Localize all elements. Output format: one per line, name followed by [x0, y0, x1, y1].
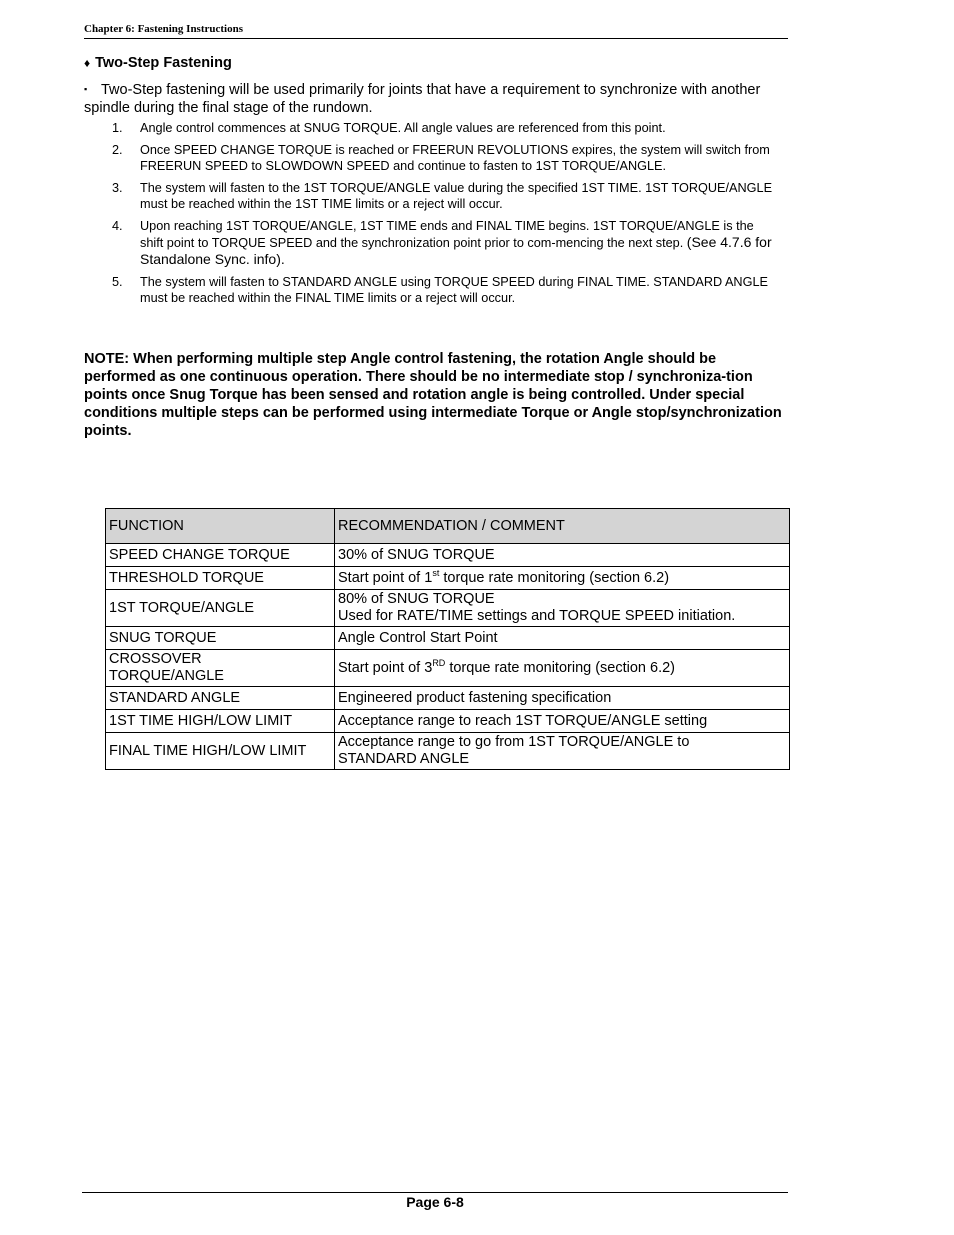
section-title [84, 55, 232, 72]
table-row [106, 687, 790, 710]
function-line: TORQUE/ANGLE [109, 668, 224, 684]
intro-paragraph [84, 80, 784, 117]
ordinal-superscript: st [432, 567, 440, 578]
table-row [106, 567, 790, 590]
step-text: Once SPEED CHANGE TORQUE is reached or FREERUN REVOLUTIONS expires, the system will switch from FREERUN SPEED to SLOWDOWN SPEED and continue to fasten to 1ST TORQUE/ANGLE. [140, 143, 770, 173]
comment-text: Start point of 3 [338, 659, 433, 676]
sync-reference: (See 4.7.6 for Standalone Sync. info). [140, 234, 772, 267]
comment-cell: 30% of SNUG TORQUE [335, 544, 790, 567]
comment-line: Used for RATE/TIME settings and TORQUE SPEED initiation. [338, 608, 736, 624]
function-cell: 1ST TIME HIGH/LOW LIMIT [106, 710, 335, 733]
intro-text: Two-Step fastening will be used primarily for joints that have a requirement to synchronize with another spindle during the final stage of the rundown. [84, 82, 761, 116]
square-bullet-icon: ▪ [84, 84, 88, 94]
step-number: 2. [112, 143, 123, 157]
function-cell: STANDARD ANGLE [106, 687, 335, 710]
chapter-header: Chapter 6: Fastening Instructions [84, 23, 788, 39]
comment-cell [335, 567, 790, 590]
comment-cell: Acceptance range to reach 1ST TORQUE/ANGLE setting [335, 710, 790, 733]
diamond-bullet-icon: ♦ [84, 56, 91, 70]
list-item [106, 218, 776, 268]
function-cell: SPEED CHANGE TORQUE [106, 544, 335, 567]
table-row [106, 733, 790, 770]
table-row [106, 710, 790, 733]
function-cell: THRESHOLD TORQUE [106, 567, 335, 590]
comment-cell: Engineered product fastening specification [335, 687, 790, 710]
step-text: The system will fasten to STANDARD ANGLE using TORQUE SPEED during FINAL TIME. STANDARD ANGLE must be reached within the FINAL TIME limits or a reject will occur. [140, 275, 768, 305]
comment-line: Acceptance range to go from 1ST TORQUE/ANGLE to [338, 734, 690, 750]
step-number: 3. [112, 181, 123, 195]
comment-text: torque rate monitoring (section 6.2) [439, 569, 670, 586]
list-item [106, 120, 776, 136]
comment-text: Start point of 1 [338, 569, 433, 586]
list-item [106, 142, 776, 174]
function-cell: FINAL TIME HIGH/LOW LIMIT [106, 733, 335, 770]
note-paragraph: NOTE: When performing multiple step Angle control fastening, the rotation Angle should be performed as one continuous operation. There should be no intermediate stop / synchroniza-tion points once Snug Torque has been sensed and rotation angle is being controlled. Under special conditions multiple steps can be performed using intermediate Torque or Angle stop/synchronization points. [84, 351, 782, 439]
step-text: The system will fasten to the 1ST TORQUE/ANGLE value during the specified 1ST TIME. 1ST TORQUE/ANGLE must be reached within the 1ST TIME limits or a reject will occur. [140, 181, 773, 211]
page-number: Page 6-8 [406, 1194, 464, 1210]
column-header-comment: RECOMMENDATION / COMMENT [335, 509, 790, 544]
comment-cell: Angle Control Start Point [335, 627, 790, 650]
steps-list [106, 120, 776, 312]
column-header-function: FUNCTION [106, 509, 335, 544]
function-cell: 1ST TORQUE/ANGLE [106, 590, 335, 627]
ordinal-superscript: RD [432, 657, 446, 668]
step-number: 4. [112, 219, 123, 233]
step-text: Upon reaching 1ST TORQUE/ANGLE, 1ST TIME ends and FINAL TIME begins. 1ST TORQUE/ANGLE is the shift point to TORQUE SPEED and the synchronization point prior to com-mencing the next step. [140, 219, 754, 250]
table-header-row [106, 509, 790, 544]
function-line: CROSSOVER [109, 651, 202, 667]
table-row [106, 650, 790, 687]
comment-cell [335, 590, 790, 627]
section-title-text: Two-Step Fastening [95, 55, 232, 71]
comment-line: STANDARD ANGLE [338, 751, 470, 767]
step-number: 1. [112, 121, 123, 135]
list-item [106, 180, 776, 212]
step-number: 5. [112, 275, 123, 289]
table-row [106, 590, 790, 627]
table-row [106, 544, 790, 567]
function-table [105, 508, 790, 770]
comment-text: torque rate monitoring (section 6.2) [445, 659, 676, 676]
function-cell [106, 650, 335, 687]
table-row [106, 627, 790, 650]
comment-cell [335, 650, 790, 687]
footer-divider [82, 1192, 788, 1193]
comment-line: 80% of SNUG TORQUE [338, 591, 495, 607]
comment-cell [335, 733, 790, 770]
function-cell: SNUG TORQUE [106, 627, 335, 650]
list-item [106, 274, 776, 306]
step-text: Angle control commences at SNUG TORQUE. All angle values are referenced from this point. [140, 121, 666, 135]
